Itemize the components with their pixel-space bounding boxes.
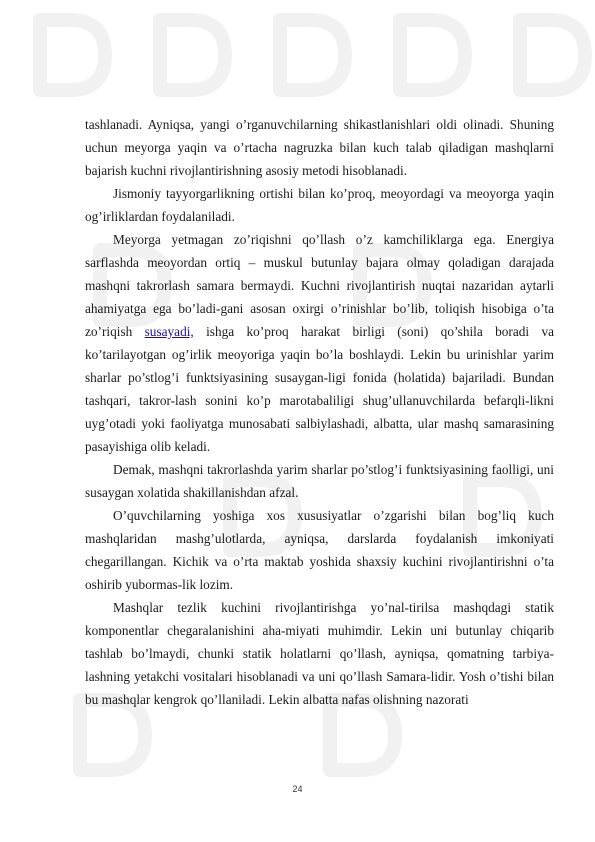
paragraph-2: Jismoniy tayyorgarlikning ortishi bilan ko’proq, meoyordagi va meoyorga yaqin og’irliklardan foydalaniladi. [85,186,554,224]
paragraph-3-text-after-link: ishga ko’proq harakat birligi (soni) qo’shila boradi va ko’tarilayotgan og’irlik meoyoriga yaqin bo’la boshlaydi. Lekin bu urinishlar yarim sharlar po’stlog’i funktsiyasining susaygan-ligi fonida (holatida) bajariladi. Bundan tashqari, takror-lash sonini ko’p marotabaliligi shug’ullanuvchilarda befarqli-likni uyg’otadi yoki faoliyatga munosabati salbiylashadi, albatta, ular mashq samarasining pasayishiga olib keladi. [85,324,554,454]
paragraph-6: Mashqlar tezlik kuchini rivojlantirishga yo’nal-tirilsa mashqdagi statik komponentlar chegaralanishini aha-miyati muhimdir. Lekin uni butunlay chiqarib tashlab bo’lmaydi, chunki statik holatlarni qo’llash, ayniqsa, qomatning tarbiya-lashning yetakchi vositalari hisoblanadi va uni qo’llash Samara-lidir. Yosh o’tishi bilan bu mashqlar kengrok qo’llaniladi. Lekin albatta nafas olishning nazorati [85,600,554,707]
paragraph-3 [85,228,554,458]
susayadi-link[interactable]: susayadi, [144,324,194,339]
document-body [85,113,554,711]
page-number: 24 [292,784,303,794]
paragraph-4: Demak, mashqni takrorlashda yarim sharlar po’stlog’i funktsiyasining faolligi, uni susaygan xolatida shakillanishdan afzal. [85,462,554,500]
paragraph-3-text-before-link: Meyorga yetmagan zo’riqishni qo’llash o’z kamchiliklarga ega. Energiya sarflashda meoyordan ortiq – muskul butunlay bajara olmay qoladigan darajada mashqni takrorlash samara bermaydi. Kuchni rivojlantirish nuqtai nazaridan aytarli ahamiyatga ega bo’ladi-gani asosan oxirgi o’rinishlar bo’lib, toliqish hisobiga o’ta zo’riqish [85,232,554,339]
paragraph-5: O’quvchilarning yoshiga xos xususiyatlar o’zgarishi bilan bog’liq kuch mashqlaridan mashg’ulotlarda, ayniqsa, darslarda foydalanish imkoniyati chegarillangan. Kichik va o’rta maktab yoshida shaxsiy kuchini rivojlantirishni o’ta oshirib yubormas-lik lozim. [85,508,554,592]
paragraph-1: tashlanadi. Ayniqsa, yangi o’rganuvchilarning shikastlanishlari oldi olinadi. Shuning uchun meyorga yaqin va o’rtacha nagruzka bilan kuch talab qiladigan mashqlarni bajarish kuchni rivojlantirishning asosiy metodi hisoblanadi. [85,117,554,178]
